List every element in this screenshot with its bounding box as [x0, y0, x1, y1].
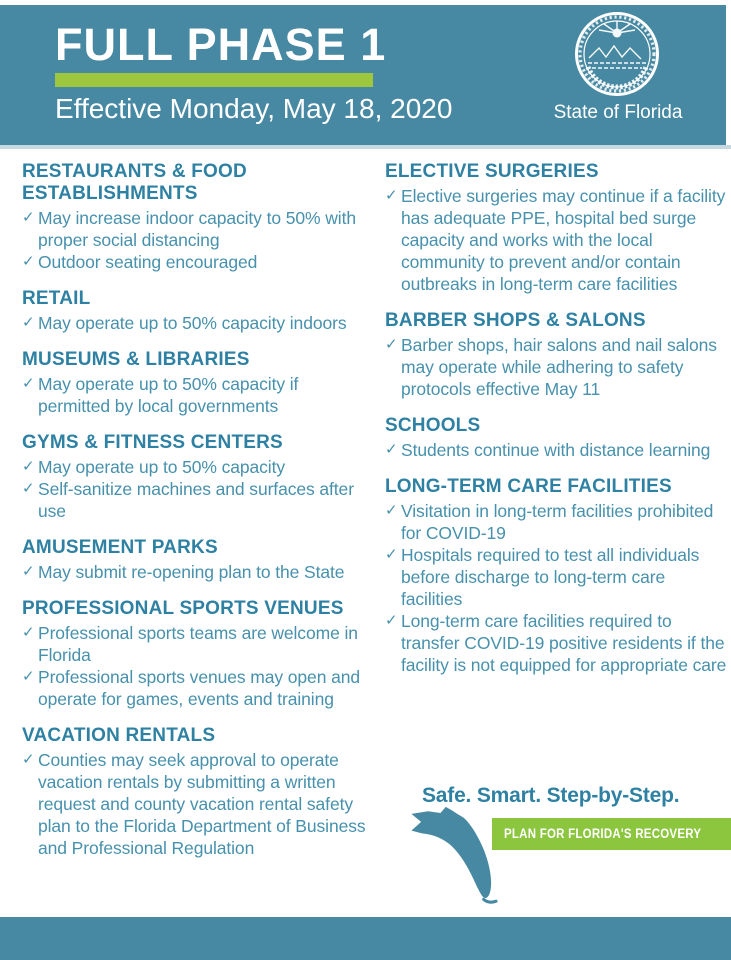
section	[22, 725, 374, 859]
checkmark-icon: ✓	[385, 187, 398, 204]
bullet-list	[22, 749, 374, 859]
bullet-list	[385, 185, 728, 295]
checkmark-icon: ✓	[385, 441, 398, 458]
section-title: RETAIL	[22, 288, 91, 309]
bullet-text: May operate up to 50% capacity indoors	[38, 313, 347, 333]
bullet-item	[22, 207, 374, 251]
bullet-text: May submit re-opening plan to the State	[38, 562, 345, 582]
bullet-item	[22, 749, 374, 859]
section	[22, 161, 374, 273]
section-title: GYMS & FITNESS CENTERS	[22, 432, 283, 453]
section-title: AMUSEMENT PARKS	[22, 537, 218, 558]
effective-date: Effective Monday, May 18, 2020	[55, 93, 453, 124]
bullet-text: Professional sports teams are welcome in Florida	[38, 623, 358, 665]
section-title: LONG-TERM CARE FACILITIES	[385, 476, 672, 497]
bullet-item	[22, 251, 374, 273]
bullet-text: May operate up to 50% capacity	[38, 457, 286, 477]
bullet-item	[385, 439, 728, 461]
section-title: ELECTIVE SURGERIES	[385, 161, 599, 182]
recovery-logo	[408, 776, 728, 910]
section	[385, 310, 728, 400]
checkmark-icon: ✓	[22, 751, 35, 768]
bullet-text: Barber shops, hair salons and nail salons may operate while adhering to safety protocols effective May 11	[401, 335, 717, 399]
bullet-list	[22, 561, 374, 583]
section-title: MUSEUMS & LIBRARIES	[22, 349, 250, 370]
bullet-item	[385, 500, 728, 544]
left-column	[22, 161, 374, 874]
section-title: PROFESSIONAL SPORTS VENUES	[22, 598, 344, 619]
bullet-item	[385, 610, 728, 676]
section	[22, 537, 374, 583]
checkmark-icon: ✓	[22, 624, 35, 641]
checkmark-icon: ✓	[22, 480, 35, 497]
bullet-item	[385, 334, 728, 400]
checkmark-icon: ✓	[385, 546, 398, 563]
checkmark-icon: ✓	[22, 253, 35, 270]
bullet-item	[385, 185, 728, 295]
bullet-text: Students continue with distance learning	[401, 440, 711, 460]
checkmark-icon: ✓	[385, 612, 398, 629]
bullet-text: Visitation in long-term facilities prohibited for COVID-19	[401, 501, 714, 543]
section-title: BARBER SHOPS & SALONS	[385, 310, 646, 331]
header-divider	[0, 145, 731, 149]
bullet-text: Self-sanitize machines and surfaces after use	[38, 479, 354, 521]
bullet-text: Elective surgeries may continue if a facility has adequate PPE, hospital bed surge capacity and works with the local community to prevent and/or contain outbreaks in long-term care facilities	[401, 186, 726, 294]
section-title: SCHOOLS	[385, 415, 481, 436]
bullet-list	[22, 456, 374, 522]
bullet-list	[22, 373, 374, 417]
checkmark-icon: ✓	[22, 563, 35, 580]
section	[22, 598, 374, 710]
section	[22, 349, 374, 417]
checkmark-icon: ✓	[22, 375, 35, 392]
section	[385, 476, 728, 676]
bullet-item	[22, 666, 374, 710]
seal-caption: State of Florida	[553, 102, 683, 123]
bullet-text: Professional sports venues may open and operate for games, events and training	[38, 667, 360, 709]
checkmark-icon: ✓	[22, 314, 35, 331]
bullet-text: Long-term care facilities required to transfer COVID-19 positive residents if the facility is not equipped for appropriate care	[401, 611, 727, 675]
bullet-text: May increase indoor capacity to 50% with proper social distancing	[38, 208, 356, 250]
checkmark-icon: ✓	[385, 502, 398, 519]
bullet-item	[22, 373, 374, 417]
bullet-list	[22, 312, 374, 334]
recovery-tagline: Safe. Smart. Step-by-Step.	[422, 784, 680, 807]
section	[22, 288, 374, 334]
bullet-list	[22, 207, 374, 273]
section-title: VACATION RENTALS	[22, 725, 216, 746]
bullet-item	[22, 561, 374, 583]
checkmark-icon: ✓	[22, 668, 35, 685]
bullet-item	[22, 478, 374, 522]
bullet-text: Hospitals required to test all individuals before discharge to long-term care facilities	[401, 545, 700, 609]
bullet-list	[22, 622, 374, 710]
recovery-banner-label: PLAN FOR FLORIDA'S RECOVERY	[504, 826, 702, 841]
checkmark-icon: ✓	[22, 209, 35, 226]
checkmark-icon: ✓	[22, 458, 35, 475]
section	[385, 415, 728, 461]
bullet-list	[385, 500, 728, 676]
bullet-text: Counties may seek approval to operate vacation rentals by submitting a written request and county vacation rental safety plan to the Florida Department of Business and Professional Regulation	[38, 750, 366, 858]
bullet-item	[385, 544, 728, 610]
section-title: RESTAURANTS & FOOD ESTABLISHMENTS	[22, 161, 247, 204]
title-underline-bar	[55, 73, 373, 87]
recovery-banner	[492, 818, 731, 850]
bullet-item	[22, 456, 374, 478]
bullet-text: Outdoor seating encouraged	[38, 252, 258, 272]
section	[385, 161, 728, 295]
bullet-item	[22, 622, 374, 666]
section	[22, 432, 374, 522]
bullet-list	[385, 439, 728, 461]
bullet-list	[385, 334, 728, 400]
checkmark-icon: ✓	[385, 336, 398, 353]
header-band	[0, 5, 726, 145]
bullet-item	[22, 312, 374, 334]
bottom-band	[0, 917, 731, 960]
florida-state-seal-icon	[574, 11, 660, 97]
bullet-text: May operate up to 50% capacity if permitted by local governments	[38, 374, 299, 416]
right-column	[385, 161, 728, 691]
page-title: FULL PHASE 1	[55, 19, 387, 70]
